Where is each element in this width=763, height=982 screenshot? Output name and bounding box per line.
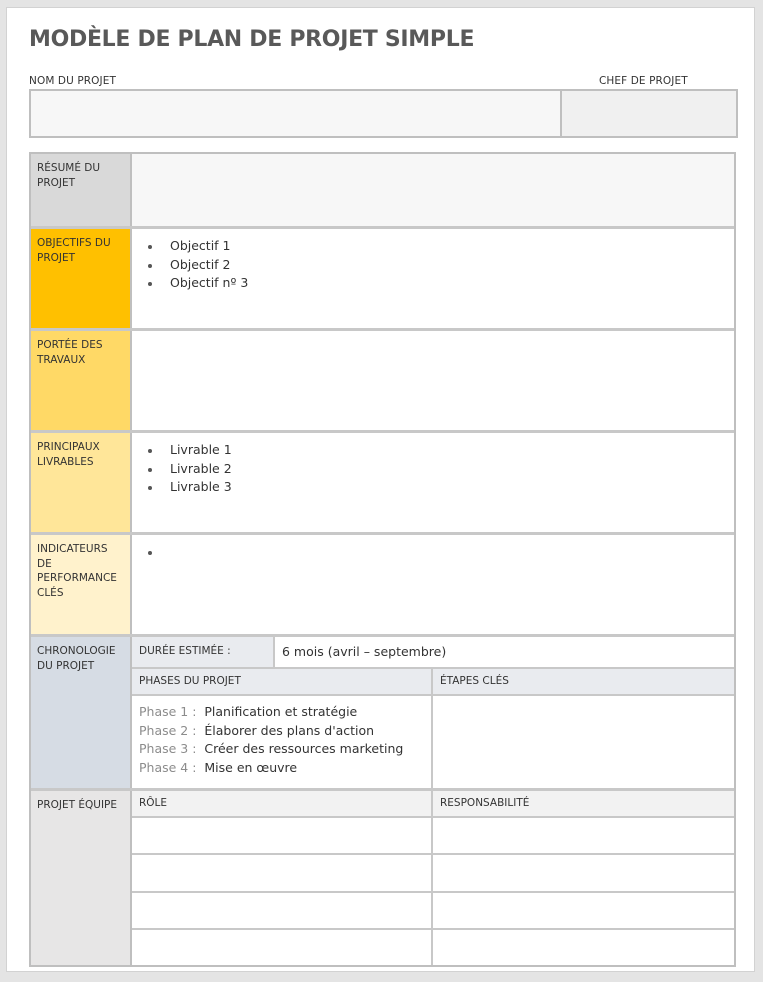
summary-field[interactable] bbox=[132, 154, 734, 226]
row-timeline bbox=[31, 637, 734, 791]
deliverables-list bbox=[132, 433, 734, 497]
objective-item: Objectif 1 bbox=[146, 237, 734, 256]
responsibility-field[interactable] bbox=[433, 855, 734, 890]
phase-item: Phase 4 : Mise en œuvre bbox=[139, 759, 298, 775]
duration-value[interactable]: 6 mois (avril – septembre) bbox=[275, 637, 734, 667]
role-field[interactable] bbox=[132, 818, 433, 853]
phases-field[interactable] bbox=[132, 696, 433, 788]
responsibility-field[interactable] bbox=[433, 930, 734, 965]
team-grid bbox=[132, 791, 734, 965]
milestones-header: ÉTAPES CLÉS bbox=[433, 669, 734, 694]
row-objectives bbox=[31, 229, 734, 331]
role-field[interactable] bbox=[132, 855, 433, 890]
row-kpis bbox=[31, 535, 734, 637]
deliverables-label: PRINCIPAUX LIVRABLES bbox=[31, 433, 132, 532]
row-deliverables bbox=[31, 433, 734, 535]
team-row bbox=[132, 855, 734, 892]
timeline-label: CHRONOLOGIE DU PROJET bbox=[31, 637, 132, 788]
deliverables-field[interactable] bbox=[132, 433, 734, 532]
kpis-list bbox=[132, 535, 734, 562]
team-row bbox=[132, 818, 734, 855]
team-label: PROJET ÉQUIPE bbox=[31, 791, 132, 965]
scope-field[interactable] bbox=[132, 331, 734, 430]
project-manager-field[interactable] bbox=[562, 91, 736, 136]
responsibility-header: RESPONSABILITÉ bbox=[433, 791, 734, 816]
team-row bbox=[132, 930, 734, 965]
summary-label: RÉSUMÉ DU PROJET bbox=[31, 154, 132, 226]
page-title: MODÈLE DE PLAN DE PROJET SIMPLE bbox=[29, 27, 475, 52]
phase-item: Phase 3 : Créer des ressources marketing bbox=[139, 741, 404, 756]
kpis-field[interactable] bbox=[132, 535, 734, 634]
project-manager-label: CHEF DE PROJET bbox=[599, 75, 688, 87]
role-field[interactable] bbox=[132, 930, 433, 965]
deliverable-item: Livrable 3 bbox=[146, 478, 734, 497]
deliverable-item: Livrable 1 bbox=[146, 441, 734, 460]
deliverable-item: Livrable 2 bbox=[146, 460, 734, 479]
row-scope bbox=[31, 331, 734, 433]
plan-table bbox=[29, 152, 736, 967]
timeline-header-row bbox=[132, 669, 734, 696]
project-name-label: NOM DU PROJET bbox=[29, 75, 116, 87]
project-name-field[interactable] bbox=[31, 91, 562, 136]
objective-item: Objectif nº 3 bbox=[146, 274, 734, 293]
timeline-content-row bbox=[132, 696, 734, 788]
kpis-label: INDICATEURS DE PERFORMANCE CLÉS bbox=[31, 535, 132, 634]
objective-item: Objectif 2 bbox=[146, 256, 734, 275]
role-header: RÔLE bbox=[132, 791, 433, 816]
phase-item: Phase 2 : Élaborer des plans d'action bbox=[139, 722, 375, 738]
row-team bbox=[31, 791, 734, 965]
header-fields bbox=[29, 89, 738, 138]
responsibility-field[interactable] bbox=[433, 893, 734, 928]
team-header-row bbox=[132, 791, 734, 818]
objectives-list bbox=[132, 229, 734, 293]
objectives-field[interactable] bbox=[132, 229, 734, 328]
duration-row bbox=[132, 637, 734, 669]
kpi-item bbox=[146, 543, 734, 562]
duration-label: DURÉE ESTIMÉE : bbox=[132, 637, 275, 667]
phases-header: PHASES DU PROJET bbox=[132, 669, 433, 694]
responsibility-field[interactable] bbox=[433, 818, 734, 853]
scope-label: PORTÉE DES TRAVAUX bbox=[31, 331, 132, 430]
row-summary bbox=[31, 154, 734, 229]
objectives-label: OBJECTIFS DU PROJET bbox=[31, 229, 132, 328]
team-row bbox=[132, 893, 734, 930]
milestones-field[interactable] bbox=[433, 696, 734, 788]
role-field[interactable] bbox=[132, 893, 433, 928]
phase-item: Phase 1 : Planification et stratégie bbox=[139, 704, 358, 719]
timeline-grid bbox=[132, 637, 734, 788]
